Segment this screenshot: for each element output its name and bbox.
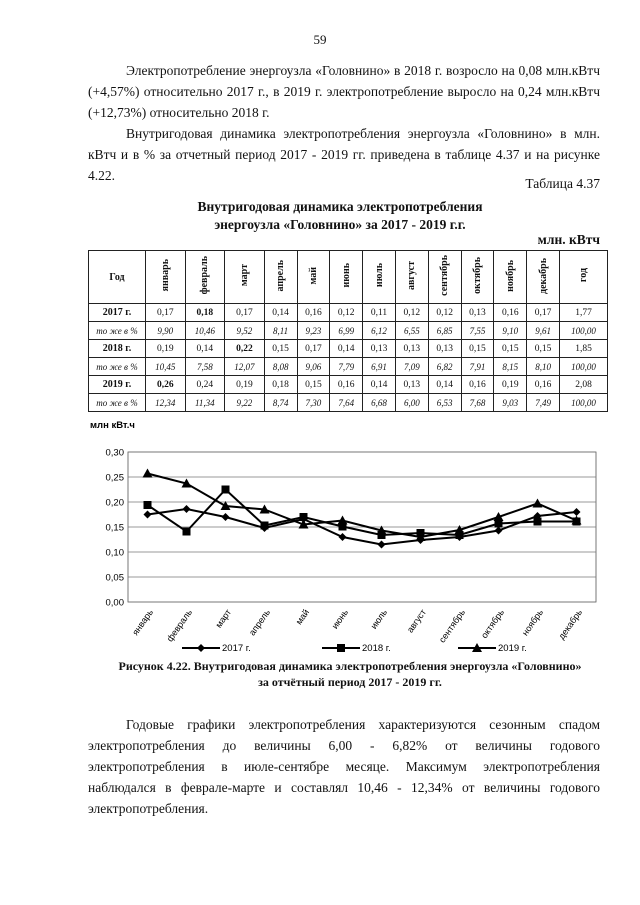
y-tick-label: 0,30 — [105, 447, 124, 459]
table-row-label: то же в % — [89, 322, 146, 340]
data-point — [573, 508, 581, 516]
table-cell: 0,15 — [461, 340, 494, 358]
table-cell: 0,12 — [428, 304, 461, 322]
data-point — [222, 513, 230, 521]
table-cell: 0,15 — [494, 340, 527, 358]
table-cell: 0,17 — [225, 304, 265, 322]
table-cell: 0,14 — [330, 340, 363, 358]
table-cell: 0,26 — [146, 376, 186, 394]
table-cell: 7,09 — [395, 358, 428, 376]
table-cell: 7,55 — [461, 322, 494, 340]
table-cell: 0,13 — [395, 340, 428, 358]
table-title-line-1: Внутригодовая динамика электропотребления — [197, 199, 483, 214]
legend-marker — [197, 644, 205, 652]
table-cell: 0,17 — [527, 304, 560, 322]
data-point — [378, 541, 386, 549]
table-header-month-label: март — [238, 264, 250, 287]
x-tick-label: июнь — [329, 607, 351, 631]
data-point — [261, 522, 269, 530]
table-cell: 12,07 — [225, 358, 265, 376]
table-cell: 11,34 — [185, 394, 225, 412]
table-cell: 8,08 — [264, 358, 297, 376]
table-cell: 100,00 — [560, 394, 608, 412]
table-cell: 0,13 — [363, 340, 396, 358]
closing-paragraph: Годовые графики электропотребления характеризуются сезонным спадом электропотребления до величины 6,00 - 6,82% от величины годового электропотребления в июле-сентябре месяце. Максимум электропотребления наблюдался в феврале-марте и составлял 10,46 - 12,34% от величины годового электропотребления. — [88, 717, 600, 816]
table-header-month-label: июль — [373, 263, 385, 288]
table-cell: 9,90 — [146, 322, 186, 340]
data-point — [339, 533, 347, 541]
data-point — [495, 527, 503, 535]
table-header-month — [146, 251, 186, 304]
table-header-month-label: декабрь — [537, 257, 549, 294]
table-cell: 0,16 — [297, 304, 330, 322]
x-tick-label: декабрь — [556, 607, 585, 642]
table-row — [89, 322, 608, 340]
table-cell: 0,19 — [146, 340, 186, 358]
y-axis-label: млн кВт.ч — [90, 420, 135, 431]
x-tick-label: январь — [130, 607, 156, 638]
table-header-month — [494, 251, 527, 304]
table-cell: 7,30 — [297, 394, 330, 412]
x-tick-label: июль — [368, 607, 390, 631]
table-row-label: то же в % — [89, 394, 146, 412]
table-cell: 6,99 — [330, 322, 363, 340]
table-header-month-label: год — [578, 268, 589, 283]
table-cell: 9,10 — [494, 322, 527, 340]
table-cell: 0,18 — [264, 376, 297, 394]
table-header-month — [395, 251, 428, 304]
y-tick-label: 0,00 — [105, 597, 124, 609]
table-cell: 0,14 — [428, 376, 461, 394]
table-header-month-label: апрель — [275, 259, 287, 292]
table-cell: 6,00 — [395, 394, 428, 412]
table-cell: 0,15 — [297, 376, 330, 394]
table-units: млн. кВтч — [537, 232, 600, 247]
figure-caption — [90, 658, 610, 690]
table-cell: 8,15 — [494, 358, 527, 376]
table-header-row — [89, 251, 608, 304]
legend-label: 2017 г. — [222, 643, 251, 654]
page-number: 59 — [313, 32, 327, 47]
table-cell: 7,91 — [461, 358, 494, 376]
table-cell: 9,22 — [225, 394, 265, 412]
table-header-month-label: ноябрь — [504, 259, 516, 292]
data-point — [183, 528, 191, 536]
table-cell: 9,52 — [225, 322, 265, 340]
table-label: Таблица 4.37 — [525, 176, 600, 191]
table-cell: 6,53 — [428, 394, 461, 412]
table-cell: 0,19 — [225, 376, 265, 394]
legend-marker — [337, 644, 345, 652]
y-tick-label: 0,10 — [105, 547, 124, 559]
table-cell: 0,14 — [363, 376, 396, 394]
table-header-month-label: сентябрь — [439, 255, 451, 296]
table-cell: 0,12 — [395, 304, 428, 322]
table-row — [89, 340, 608, 358]
consumption-chart — [86, 418, 606, 658]
table-cell: 0,19 — [494, 376, 527, 394]
data-point — [183, 505, 191, 513]
table-row — [89, 394, 608, 412]
legend-label: 2019 г. — [498, 643, 527, 654]
table-cell: 1,85 — [560, 340, 608, 358]
table-cell: 6,82 — [428, 358, 461, 376]
table-header-month — [527, 251, 560, 304]
table-cell: 0,16 — [527, 376, 560, 394]
table-header-month — [330, 251, 363, 304]
table-cell: 0,16 — [494, 304, 527, 322]
table-cell: 0,11 — [363, 304, 396, 322]
x-tick-label: август — [404, 607, 429, 635]
data-point — [222, 486, 230, 494]
table-cell: 7,49 — [527, 394, 560, 412]
table-cell: 0,16 — [330, 376, 363, 394]
table-header-month — [225, 251, 265, 304]
table-cell: 0,14 — [264, 304, 297, 322]
x-tick-label: апрель — [247, 607, 273, 638]
intro-paragraph-2: Внутригодовая динамика электропотребления энергоузла «Головнино» в млн. кВтч и в % за отчетный период 2017 - 2019 гг. приведена в таблице 4.37 и на рисунке 4.22. — [88, 126, 600, 183]
table-cell: 0,16 — [461, 376, 494, 394]
table-cell: 10,45 — [146, 358, 186, 376]
table-row — [89, 376, 608, 394]
table-cell: 0,24 — [185, 376, 225, 394]
table-row-label: 2018 г. — [89, 340, 146, 358]
table-cell: 6,12 — [363, 322, 396, 340]
table-cell: 0,15 — [527, 340, 560, 358]
table-cell: 0,14 — [185, 340, 225, 358]
table-header-month-label: октябрь — [471, 257, 483, 294]
table-cell: 7,64 — [330, 394, 363, 412]
table-cell: 0,13 — [461, 304, 494, 322]
table-row-label: то же в % — [89, 358, 146, 376]
table-cell: 0,18 — [185, 304, 225, 322]
table-header-month-label: август — [406, 261, 418, 290]
table-cell: 0,17 — [146, 304, 186, 322]
table-cell: 6,68 — [363, 394, 396, 412]
table-header-month — [264, 251, 297, 304]
table-cell: 0,13 — [395, 376, 428, 394]
closing-text — [88, 714, 600, 819]
table-cell: 8,11 — [264, 322, 297, 340]
table-cell: 1,77 — [560, 304, 608, 322]
y-tick-label: 0,15 — [105, 522, 124, 534]
x-tick-label: март — [213, 607, 234, 630]
table-header-month-label: январь — [159, 259, 171, 292]
table-cell: 9,23 — [297, 322, 330, 340]
x-tick-label: май — [293, 607, 312, 627]
data-point — [144, 501, 152, 509]
table-cell: 9,06 — [297, 358, 330, 376]
table-header-month — [428, 251, 461, 304]
table-header-month — [560, 251, 608, 304]
table-cell: 6,91 — [363, 358, 396, 376]
x-tick-label: февраль — [164, 607, 195, 644]
table-cell: 0,12 — [330, 304, 363, 322]
table-cell: 7,68 — [461, 394, 494, 412]
table-cell: 8,74 — [264, 394, 297, 412]
table-row-label: 2019 г. — [89, 376, 146, 394]
table-cell: 8,10 — [527, 358, 560, 376]
table-header-month — [363, 251, 396, 304]
table-cell: 7,58 — [185, 358, 225, 376]
table-cell: 0,17 — [297, 340, 330, 358]
consumption-table — [88, 250, 608, 412]
table-cell: 10,46 — [185, 322, 225, 340]
data-point — [534, 518, 542, 526]
table-cell: 12,34 — [146, 394, 186, 412]
table-cell: 100,00 — [560, 358, 608, 376]
y-tick-label: 0,05 — [105, 572, 124, 584]
data-point — [144, 511, 152, 519]
table-cell: 0,15 — [264, 340, 297, 358]
legend-label: 2018 г. — [362, 643, 391, 654]
data-point — [143, 469, 153, 478]
table-header-month — [297, 251, 330, 304]
intro-paragraph-1: Электропотребление энергоузла «Головнино» в 2018 г. возросло на 0,08 млн.кВтч (+4,57%) относительно 2017 г., в 2019 г. электропотребление выросло на 0,24 млн.кВтч (+12,73%) относительно 2018 г. — [88, 63, 600, 120]
table-row — [89, 304, 608, 322]
table-header-month-label: февраль — [199, 256, 211, 295]
table-row — [89, 358, 608, 376]
figure-caption-line-2: за отчётный период 2017 - 2019 гг. — [258, 675, 442, 689]
table-cell: 9,03 — [494, 394, 527, 412]
table-row-label: 2017 г. — [89, 304, 146, 322]
x-tick-label: сентябрь — [436, 607, 468, 645]
table-cell: 9,61 — [527, 322, 560, 340]
table-cell: 6,55 — [395, 322, 428, 340]
x-tick-label: ноябрь — [519, 607, 546, 638]
y-tick-label: 0,20 — [105, 497, 124, 509]
table-cell: 100,00 — [560, 322, 608, 340]
figure-caption-line-1: Рисунок 4.22. Внутригодовая динамика электропотребления энергоузла «Головнино» — [118, 659, 582, 673]
table-header-month-label: июнь — [340, 263, 352, 288]
intro-text — [88, 60, 600, 186]
table-cell: 0,13 — [428, 340, 461, 358]
table-title-line-2: энергоузла «Головнино» за 2017 - 2019 г.г. — [214, 217, 466, 232]
x-tick-label: октябрь — [479, 607, 507, 641]
data-point — [533, 499, 543, 508]
y-tick-label: 0,25 — [105, 472, 124, 484]
table-header-month — [185, 251, 225, 304]
table-cell: 2,08 — [560, 376, 608, 394]
table-cell: 0,22 — [225, 340, 265, 358]
table-title — [120, 198, 560, 234]
table-header-month — [461, 251, 494, 304]
table-cell: 6,85 — [428, 322, 461, 340]
table-header-year: Год — [89, 251, 146, 304]
table-header-month-label: май — [307, 266, 319, 285]
table-cell: 7,79 — [330, 358, 363, 376]
